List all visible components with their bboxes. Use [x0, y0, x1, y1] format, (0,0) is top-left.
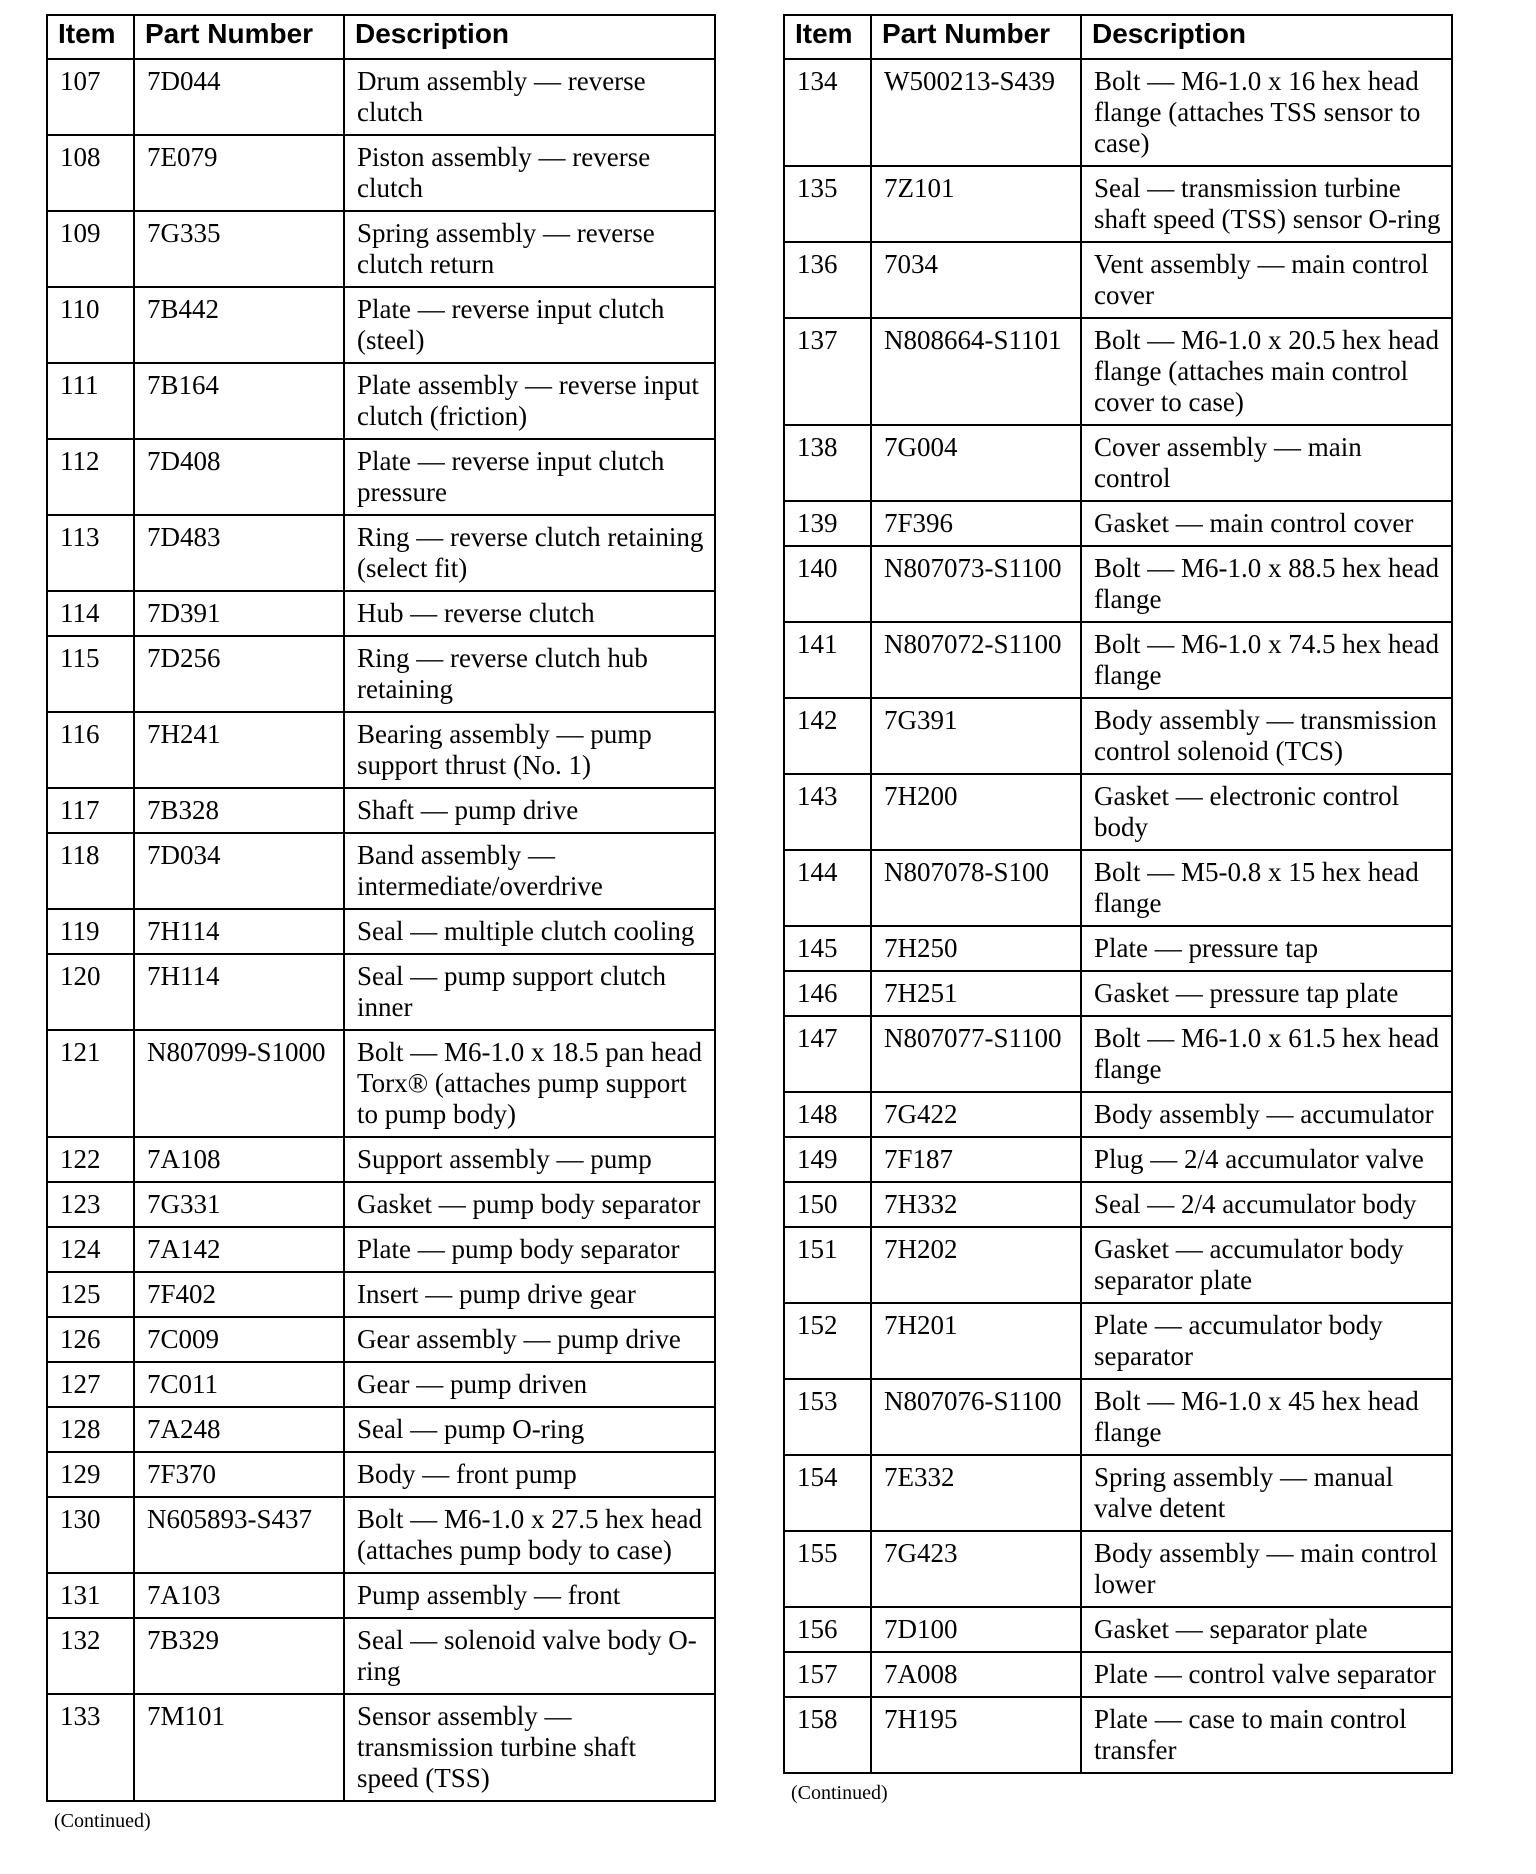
part-number-cell: 7H250 [871, 926, 1081, 971]
table-row [47, 1573, 715, 1618]
item-cell: 128 [47, 1407, 134, 1452]
description-cell: Seal — pump support clutch inner [344, 954, 715, 1030]
part-number-cell: 7B442 [134, 287, 344, 363]
table-row [47, 636, 715, 712]
part-number-cell: 7Z101 [871, 166, 1081, 242]
description-cell: Plate — reverse input clutch (steel) [344, 287, 715, 363]
item-cell: 157 [784, 1652, 871, 1697]
part-number-cell: 7B328 [134, 788, 344, 833]
item-cell: 125 [47, 1272, 134, 1317]
description-cell: Cover assembly — main control [1081, 425, 1452, 501]
item-cell: 148 [784, 1092, 871, 1137]
description-cell: Gasket — pressure tap plate [1081, 971, 1452, 1016]
table-row [784, 850, 1452, 926]
table-row [784, 1455, 1452, 1531]
table-row [47, 954, 715, 1030]
table-row [784, 1303, 1452, 1379]
description-cell: Piston assembly — reverse clutch [344, 135, 715, 211]
description-cell: Body assembly — transmission control solenoid (TCS) [1081, 698, 1452, 774]
item-cell: 145 [784, 926, 871, 971]
table-row [784, 59, 1452, 166]
part-number-cell: 7B164 [134, 363, 344, 439]
item-cell: 150 [784, 1182, 871, 1227]
item-cell: 127 [47, 1362, 134, 1407]
continued-note: (Continued) [791, 1782, 888, 1804]
item-cell: 123 [47, 1182, 134, 1227]
part-number-cell: 7034 [871, 242, 1081, 318]
description-cell: Gear assembly — pump drive [344, 1317, 715, 1362]
description-cell: Pump assembly — front [344, 1573, 715, 1618]
table-row [784, 425, 1452, 501]
part-number-cell: N807073-S1100 [871, 546, 1081, 622]
item-cell: 144 [784, 850, 871, 926]
description-cell: Body assembly — main control lower [1081, 1531, 1452, 1607]
description-cell: Seal — 2/4 accumulator body [1081, 1182, 1452, 1227]
table-row [784, 926, 1452, 971]
description-cell: Bolt — M6-1.0 x 18.5 pan head Torx® (attaches pump support to pump body) [344, 1030, 715, 1137]
table-row [47, 788, 715, 833]
item-cell: 114 [47, 591, 134, 636]
part-number-header: Part Number [871, 15, 1081, 59]
table-row [47, 135, 715, 211]
item-cell: 134 [784, 59, 871, 166]
item-cell: 129 [47, 1452, 134, 1497]
part-number-cell: N807077-S1100 [871, 1016, 1081, 1092]
item-cell: 108 [47, 135, 134, 211]
table-row [47, 1407, 715, 1452]
item-cell: 151 [784, 1227, 871, 1303]
description-header: Description [344, 15, 715, 59]
right-parts-column [783, 14, 1453, 1805]
table-row [47, 909, 715, 954]
part-number-cell: 7H114 [134, 909, 344, 954]
table-row [47, 287, 715, 363]
description-cell: Ring — reverse clutch hub retaining [344, 636, 715, 712]
item-cell: 120 [47, 954, 134, 1030]
table-row [784, 318, 1452, 425]
part-number-cell: 7H200 [871, 774, 1081, 850]
description-cell: Gasket — accumulator body separator plate [1081, 1227, 1452, 1303]
table-row [784, 971, 1452, 1016]
item-cell: 126 [47, 1317, 134, 1362]
table-row [784, 1182, 1452, 1227]
item-cell: 147 [784, 1016, 871, 1092]
item-cell: 122 [47, 1137, 134, 1182]
table-row [784, 501, 1452, 546]
description-cell: Seal — transmission turbine shaft speed (TSS) sensor O-ring [1081, 166, 1452, 242]
item-cell: 146 [784, 971, 871, 1016]
part-number-cell: 7M101 [134, 1694, 344, 1801]
item-cell: 132 [47, 1618, 134, 1694]
item-cell: 154 [784, 1455, 871, 1531]
table-row [784, 546, 1452, 622]
description-cell: Vent assembly — main control cover [1081, 242, 1452, 318]
part-number-cell: 7H202 [871, 1227, 1081, 1303]
description-cell: Sensor assembly — transmission turbine shaft speed (TSS) [344, 1694, 715, 1801]
part-number-cell: 7D044 [134, 59, 344, 135]
description-cell: Plate — case to main control transfer [1081, 1697, 1452, 1773]
part-number-cell: 7A142 [134, 1227, 344, 1272]
part-number-cell: 7F187 [871, 1137, 1081, 1182]
item-cell: 113 [47, 515, 134, 591]
part-number-cell: 7B329 [134, 1618, 344, 1694]
description-cell: Bearing assembly — pump support thrust (No. 1) [344, 712, 715, 788]
item-cell: 135 [784, 166, 871, 242]
part-number-cell: 7D034 [134, 833, 344, 909]
description-cell: Spring assembly — manual valve detent [1081, 1455, 1452, 1531]
part-number-cell: 7H332 [871, 1182, 1081, 1227]
description-cell: Plate — accumulator body separator [1081, 1303, 1452, 1379]
item-cell: 117 [47, 788, 134, 833]
description-cell: Plate — pump body separator [344, 1227, 715, 1272]
part-number-cell: 7G004 [871, 425, 1081, 501]
description-cell: Bolt — M6-1.0 x 74.5 hex head flange [1081, 622, 1452, 698]
item-cell: 156 [784, 1607, 871, 1652]
item-cell: 137 [784, 318, 871, 425]
description-cell: Gasket — separator plate [1081, 1607, 1452, 1652]
left-parts-column [46, 14, 716, 1833]
item-cell: 136 [784, 242, 871, 318]
table-row [784, 1137, 1452, 1182]
part-number-cell: N605893-S437 [134, 1497, 344, 1573]
left-table-body [47, 59, 715, 1801]
table-row [47, 363, 715, 439]
item-cell: 124 [47, 1227, 134, 1272]
description-cell: Bolt — M6-1.0 x 20.5 hex head flange (attaches main control cover to case) [1081, 318, 1452, 425]
item-header: Item [47, 15, 134, 59]
item-cell: 116 [47, 712, 134, 788]
table-row [784, 1379, 1452, 1455]
part-number-cell: 7D408 [134, 439, 344, 515]
part-number-header: Part Number [134, 15, 344, 59]
right-table-body [784, 59, 1452, 1773]
table-row [47, 1362, 715, 1407]
item-cell: 139 [784, 501, 871, 546]
item-cell: 141 [784, 622, 871, 698]
table-row [47, 439, 715, 515]
table-row [784, 1016, 1452, 1092]
table-row [47, 833, 715, 909]
description-cell: Spring assembly — reverse clutch return [344, 211, 715, 287]
part-number-cell: 7F396 [871, 501, 1081, 546]
item-cell: 115 [47, 636, 134, 712]
description-cell: Body assembly — accumulator [1081, 1092, 1452, 1137]
table-row [47, 1694, 715, 1801]
part-number-cell: 7G391 [871, 698, 1081, 774]
item-cell: 131 [47, 1573, 134, 1618]
item-cell: 110 [47, 287, 134, 363]
item-cell: 107 [47, 59, 134, 135]
table-row [47, 1030, 715, 1137]
item-cell: 143 [784, 774, 871, 850]
description-cell: Bolt — M6-1.0 x 45 hex head flange [1081, 1379, 1452, 1455]
description-cell: Plate — reverse input clutch pressure [344, 439, 715, 515]
part-number-cell: 7D100 [871, 1607, 1081, 1652]
part-number-cell: 7G423 [871, 1531, 1081, 1607]
table-header-row [784, 15, 1452, 59]
left-parts-table [46, 14, 716, 1802]
item-cell: 112 [47, 439, 134, 515]
description-cell: Plate — pressure tap [1081, 926, 1452, 971]
item-cell: 130 [47, 1497, 134, 1573]
description-cell: Plate assembly — reverse input clutch (friction) [344, 363, 715, 439]
part-number-cell: 7G331 [134, 1182, 344, 1227]
part-number-cell: N807078-S100 [871, 850, 1081, 926]
description-cell: Shaft — pump drive [344, 788, 715, 833]
table-row [47, 1227, 715, 1272]
description-cell: Drum assembly — reverse clutch [344, 59, 715, 135]
description-cell: Plate — control valve separator [1081, 1652, 1452, 1697]
description-cell: Gasket — electronic control body [1081, 774, 1452, 850]
table-header-row [47, 15, 715, 59]
item-header: Item [784, 15, 871, 59]
description-cell: Bolt — M6-1.0 x 88.5 hex head flange [1081, 546, 1452, 622]
part-number-cell: 7H195 [871, 1697, 1081, 1773]
description-cell: Bolt — M6-1.0 x 27.5 hex head (attaches pump body to case) [344, 1497, 715, 1573]
table-row [47, 515, 715, 591]
description-cell: Gasket — pump body separator [344, 1182, 715, 1227]
item-cell: 152 [784, 1303, 871, 1379]
table-row [784, 166, 1452, 242]
part-number-cell: 7H201 [871, 1303, 1081, 1379]
table-row [47, 591, 715, 636]
item-cell: 158 [784, 1697, 871, 1773]
description-cell: Gasket — main control cover [1081, 501, 1452, 546]
description-cell: Gear — pump driven [344, 1362, 715, 1407]
item-cell: 140 [784, 546, 871, 622]
description-header: Description [1081, 15, 1452, 59]
table-row [47, 1182, 715, 1227]
part-number-cell: 7E332 [871, 1455, 1081, 1531]
description-cell: Ring — reverse clutch retaining (select fit) [344, 515, 715, 591]
table-row [47, 59, 715, 135]
table-row [47, 1618, 715, 1694]
part-number-cell: N807076-S1100 [871, 1379, 1081, 1455]
item-cell: 119 [47, 909, 134, 954]
continued-note: (Continued) [54, 1810, 151, 1832]
table-row [47, 1497, 715, 1573]
item-cell: 121 [47, 1030, 134, 1137]
description-cell: Band assembly — intermediate/overdrive [344, 833, 715, 909]
part-number-cell: 7C011 [134, 1362, 344, 1407]
description-cell: Bolt — M5-0.8 x 15 hex head flange [1081, 850, 1452, 926]
item-cell: 155 [784, 1531, 871, 1607]
table-row [784, 774, 1452, 850]
table-row [784, 242, 1452, 318]
description-cell: Support assembly — pump [344, 1137, 715, 1182]
part-number-cell: 7A248 [134, 1407, 344, 1452]
description-cell: Plug — 2/4 accumulator valve [1081, 1137, 1452, 1182]
description-cell: Insert — pump drive gear [344, 1272, 715, 1317]
part-number-cell: 7A108 [134, 1137, 344, 1182]
table-row [47, 1317, 715, 1362]
item-cell: 153 [784, 1379, 871, 1455]
item-cell: 133 [47, 1694, 134, 1801]
table-row [784, 1531, 1452, 1607]
table-row [47, 1272, 715, 1317]
table-row [784, 1227, 1452, 1303]
table-row [784, 622, 1452, 698]
item-cell: 142 [784, 698, 871, 774]
table-row [47, 211, 715, 287]
part-number-cell: 7H114 [134, 954, 344, 1030]
table-row [47, 712, 715, 788]
part-number-cell: 7H241 [134, 712, 344, 788]
description-cell: Seal — pump O-ring [344, 1407, 715, 1452]
description-cell: Bolt — M6-1.0 x 16 hex head flange (attaches TSS sensor to case) [1081, 59, 1452, 166]
part-number-cell: 7A103 [134, 1573, 344, 1618]
part-number-cell: 7D483 [134, 515, 344, 591]
part-number-cell: 7F402 [134, 1272, 344, 1317]
item-cell: 149 [784, 1137, 871, 1182]
description-cell: Body — front pump [344, 1452, 715, 1497]
part-number-cell: 7G422 [871, 1092, 1081, 1137]
description-cell: Seal — solenoid valve body O-ring [344, 1618, 715, 1694]
item-cell: 138 [784, 425, 871, 501]
part-number-cell: N808664-S1101 [871, 318, 1081, 425]
part-number-cell: N807099-S1000 [134, 1030, 344, 1137]
part-number-cell: 7F370 [134, 1452, 344, 1497]
part-number-cell: 7H251 [871, 971, 1081, 1016]
table-row [47, 1452, 715, 1497]
part-number-cell: 7C009 [134, 1317, 344, 1362]
item-cell: 118 [47, 833, 134, 909]
table-row [784, 698, 1452, 774]
item-cell: 111 [47, 363, 134, 439]
description-cell: Seal — multiple clutch cooling [344, 909, 715, 954]
part-number-cell: 7A008 [871, 1652, 1081, 1697]
part-number-cell: 7E079 [134, 135, 344, 211]
part-number-cell: W500213-S439 [871, 59, 1081, 166]
description-cell: Bolt — M6-1.0 x 61.5 hex head flange [1081, 1016, 1452, 1092]
part-number-cell: 7G335 [134, 211, 344, 287]
part-number-cell: 7D391 [134, 591, 344, 636]
part-number-cell: N807072-S1100 [871, 622, 1081, 698]
right-parts-table [783, 14, 1453, 1774]
table-row [784, 1607, 1452, 1652]
table-row [47, 1137, 715, 1182]
table-row [784, 1697, 1452, 1773]
table-row [784, 1652, 1452, 1697]
item-cell: 109 [47, 211, 134, 287]
part-number-cell: 7D256 [134, 636, 344, 712]
table-row [784, 1092, 1452, 1137]
description-cell: Hub — reverse clutch [344, 591, 715, 636]
